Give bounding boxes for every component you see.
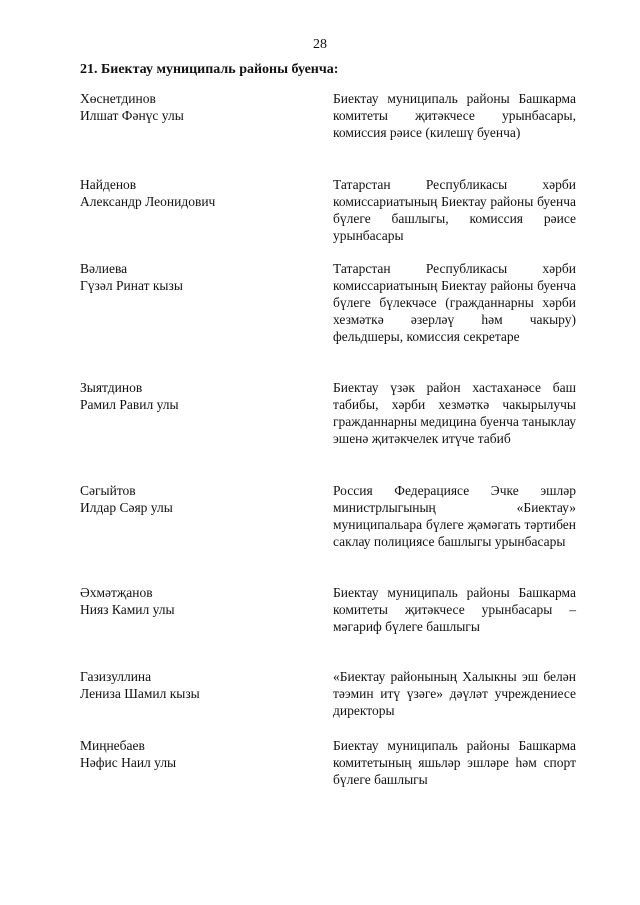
member-surname: Зыятдинов	[80, 380, 143, 395]
member-given-names: Илшат Фәнүс улы	[80, 108, 184, 123]
member-name	[80, 176, 320, 210]
member-name	[80, 737, 320, 771]
member-given-names: Рамил Равил улы	[80, 397, 179, 412]
member-given-names: Нияз Камил улы	[80, 602, 175, 617]
member-name	[80, 260, 320, 294]
member-name	[80, 584, 320, 618]
member-role: «Биектау районының Халыкны эш белән тәэмин итү үзәге» дәүләт учреждениесе директоры	[333, 669, 576, 718]
member-given-names: Лениза Шамил кызы	[80, 686, 200, 701]
member-role: Татарстан Республикасы хәрби комиссариатының Биектау районы буенча бүлеге бүлекчәсе (гражданнарны хәрби хезмәткә әзерләү һәм чакыру) фельдшеры, комиссия секретаре	[333, 261, 576, 344]
section-title: 21. Биектау муниципаль районы буенча:	[80, 62, 339, 77]
member-role: Биектау муниципаль районы Башкарма комитеты җитәкчесе урынбасары – мәгариф бүлеге башлыгы	[333, 585, 576, 634]
member-role: Биектау муниципаль районы Башкарма комитетының яшьләр эшләре һәм спорт бүлеге башлыгы	[333, 738, 576, 787]
member-surname: Әхмәтҗанов	[80, 585, 153, 600]
member-given-names: Александр Леонидович	[80, 194, 216, 209]
member-surname: Хөснетдинов	[80, 91, 156, 106]
member-surname: Вәлиева	[80, 261, 128, 276]
page-number: 28	[313, 37, 327, 52]
member-role: Татарстан Республикасы хәрби комиссариатының Биектау районы буенча бүлеге башлыгы, комиссия рәисе урынбасары	[333, 177, 576, 243]
member-surname: Газизуллина	[80, 669, 152, 684]
member-surname: Найденов	[80, 177, 137, 192]
member-surname: Сәгыйтов	[80, 483, 136, 498]
member-name	[80, 482, 320, 516]
member-role: Биектау муниципаль районы Башкарма комитеты җитәкчесе урынбасары, комиссия рәисе (килешү буенча)	[333, 91, 576, 140]
member-role: Россия Федерациясе Эчке эшләр министрлыгының «Биектау» муниципальара бүлеге җәмәгать тәртибен саклау полициясе башлыгы урынбасары	[333, 483, 576, 549]
member-role: Биектау үзәк район хастаханәсе баш табибы, хәрби хезмәткә чакырылучы гражданнарны медицина буенча таныклау эшенә җитәкчелек итүче табиб	[333, 380, 576, 446]
member-name	[80, 90, 320, 124]
member-surname: Миңнебаев	[80, 738, 145, 753]
member-given-names: Нәфис Наил улы	[80, 755, 177, 770]
member-name	[80, 668, 320, 702]
member-given-names: Гүзәл Ринат кызы	[80, 278, 183, 293]
member-given-names: Илдар Сәяр улы	[80, 500, 173, 515]
member-name	[80, 379, 320, 413]
